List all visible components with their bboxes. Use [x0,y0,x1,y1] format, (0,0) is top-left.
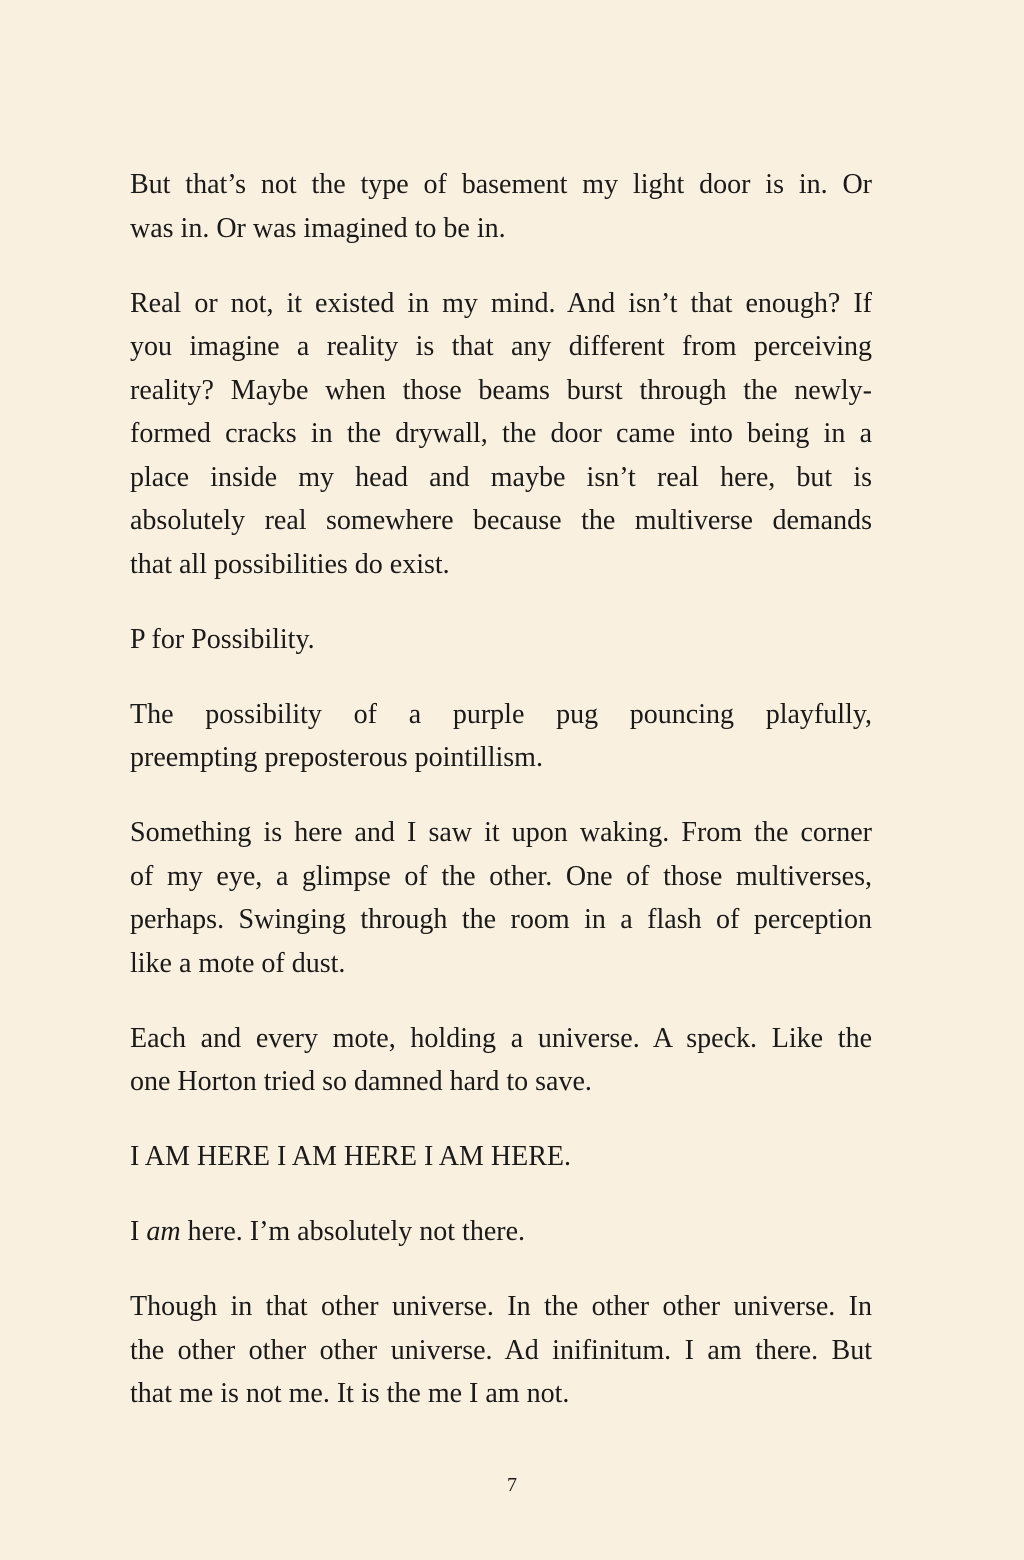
text-line: The possibility of a purple pug pouncing playfully, [130,698,872,730]
text-line: you imagine a reality is that any different from perceiving [130,331,872,362]
paragraph [130,618,872,662]
paragraph-italic-emphasis [130,1210,872,1254]
text-line: that all possibilities do exist. [130,548,450,580]
text-line: of my eye, a glimpse of the other. One of those multiverses, [130,860,872,892]
paragraph [130,811,872,985]
text-line: absolutely real somewhere because the multiverse demands [130,505,872,536]
text-line: P for Possibility. [130,623,315,655]
text-line: Real or not, it existed in my mind. And isn’t that enough? If [130,287,872,319]
paragraph [130,163,872,250]
paragraph [130,1285,872,1416]
text-line: preempting preposterous pointillism. [130,742,543,773]
text-fragment: here. I’m absolutely not there. [180,1216,525,1247]
page-body [130,163,872,1447]
paragraph [130,282,872,587]
text-line: the other other other universe. Ad inifinitum. I am there. But [130,1334,872,1366]
text-line: Though in that other universe. In the other other universe. In [130,1291,872,1322]
text-line: that me is not me. It is the me I am not. [130,1378,570,1409]
paragraph [130,693,872,780]
text-line: formed cracks in the drywall, the door came into being in a [130,418,872,449]
text-line: reality? Maybe when those beams burst through the newly- [130,374,872,406]
text-line: Each and every mote, holding a universe. A speck. Like the [130,1022,872,1054]
text-line: like a mote of dust. [130,947,346,979]
paragraph [130,1135,872,1179]
text-line: But that’s not the type of basement my light door is in. Or [130,169,872,200]
text-line: place inside my head and maybe isn’t real here, but is [130,461,872,493]
text-line: was in. Or was imagined to be in. [130,212,506,244]
page-number: 7 [507,1474,517,1496]
text-line: one Horton tried so damned hard to save. [130,1066,592,1097]
emphasized-word: am [146,1216,181,1247]
paragraph [130,1017,872,1104]
text-line: I AM HERE I AM HERE I AM HERE. [130,1141,571,1172]
text-fragment: I [130,1216,147,1247]
text-line: Something is here and I saw it upon waking. From the corner [130,817,872,848]
text-line: perhaps. Swinging through the room in a flash of perception [130,904,872,935]
text-line [130,1210,872,1254]
